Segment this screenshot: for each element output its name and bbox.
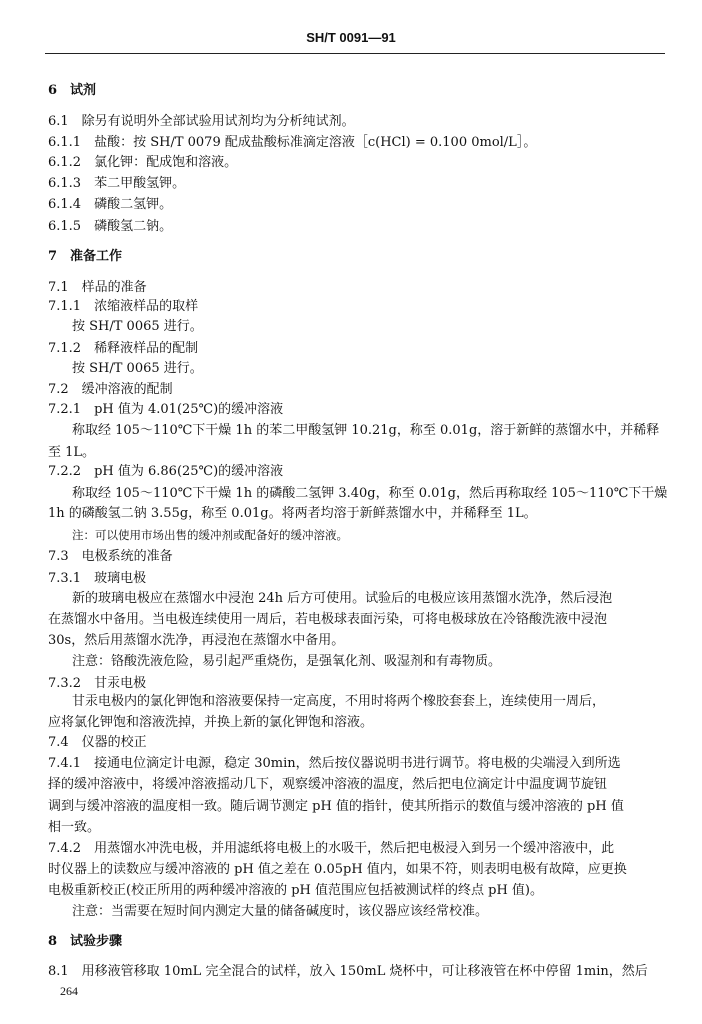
text-line: 7.4.1 接通电位滴定计电源，稳定 30min，然后按仪器说明书进行调节。将电极的尖端浸入到所选 bbox=[48, 756, 621, 771]
text-line: 7.3.1 玻璃电极 bbox=[48, 571, 147, 586]
text-line: 新的玻璃电极应在蒸馏水中浸泡 24h 后方可使用。试验后的电极应该用蒸馏水洗净，然后浸泡 bbox=[72, 591, 613, 606]
section-heading: 7 准备工作 bbox=[48, 249, 123, 264]
text-line: 6.1 除另有说明外全部试验用试剂均为分析纯试剂。 bbox=[48, 114, 355, 129]
text-line: 7.4.2 用蒸馏水冲洗电极，并用滤纸将电极上的水吸干，然后把电极浸入到另一个缓冲溶液中，此 bbox=[48, 841, 615, 856]
text-line: 7.4 仪器的校正 bbox=[48, 735, 147, 750]
text-line: 调到与缓冲溶液的温度相一致。随后调节测定 pH 值的指针，使其所指示的数值与缓冲溶液的 pH 值 bbox=[48, 799, 624, 814]
text-line: 7.1.1 浓缩液样品的取样 bbox=[48, 299, 199, 314]
document-header: SH/T 0091—91 bbox=[306, 30, 396, 45]
text-line: 6.1.3 苯二甲酸氢钾。 bbox=[48, 176, 186, 191]
text-line: 1h 的磷酸氢二钠 3.55g，称至 0.01g。将两者均溶于新鲜蒸馏水中，并稀释至 1L。 bbox=[48, 506, 537, 521]
header-rule bbox=[45, 53, 665, 54]
section-heading: 8 试验步骤 bbox=[48, 934, 123, 949]
text-line: 至 1L。 bbox=[48, 445, 96, 460]
text-line: 8.1 用移液管移取 10mL 完全混合的试样，放入 150mL 烧杯中，可让移液管在杯中停留 1min，然后 bbox=[48, 964, 648, 979]
text-line: 称取经 105～110℃下干燥 1h 的磷酸二氢钾 3.40g，称至 0.01g，然后再称取经 105～110℃下干燥 bbox=[72, 486, 668, 501]
text-line: 应将氯化钾饱和溶液洗掉，并换上新的氯化钾饱和溶液。 bbox=[48, 715, 374, 730]
text-line: 电极重新校正(校正所用的两种缓冲溶液的 pH 值范围应包括被测试样的终点 pH 值)。 bbox=[48, 883, 543, 898]
text-line: 6.1.1 盐酸：按 SH/T 0079 配成盐酸标准滴定溶液［c(HCl) = 0.100 0mol/L］。 bbox=[48, 135, 537, 150]
text-line: 6.1.5 磷酸氢二钠。 bbox=[48, 219, 173, 234]
text-line: 7.2.1 pH 值为 4.01(25℃)的缓冲溶液 bbox=[48, 402, 284, 417]
text-line: 按 SH/T 0065 进行。 bbox=[72, 319, 203, 334]
text-line: 相一致。 bbox=[48, 820, 101, 835]
section-heading: 6 试剂 bbox=[48, 83, 97, 98]
text-line: 7.3.2 甘汞电极 bbox=[48, 676, 147, 691]
text-line: 7.3 电极系统的准备 bbox=[48, 549, 173, 564]
text-line: 7.1.2 稀释液样品的配制 bbox=[48, 341, 199, 356]
page-number: 264 bbox=[60, 984, 78, 998]
text-line: 注意：铬酸洗液危险，易引起严重烧伤，是强氧化剂、吸湿剂和有毒物质。 bbox=[72, 654, 502, 669]
text-line: 6.1.2 氯化钾：配成饱和溶液。 bbox=[48, 155, 238, 170]
text-line: 在蒸馏水中备用。当电极连续使用一周后，若电极球表面污染，可将电极球放在冷铬酸洗液中浸泡 bbox=[48, 612, 608, 627]
text-line: 30s，然后用蒸馏水洗净，再浸泡在蒸馏水中备用。 bbox=[48, 633, 345, 648]
text-line: 按 SH/T 0065 进行。 bbox=[72, 361, 203, 376]
text-line: 称取经 105～110℃下干燥 1h 的苯二甲酸氢钾 10.21g，称至 0.01g，溶于新鲜的蒸馏水中，并稀释 bbox=[72, 423, 660, 438]
text-line: 时仪器上的读数应与缓冲溶液的 pH 值之差在 0.05pH 值内，如果不符，则表明电极有故障，应更换 bbox=[48, 862, 627, 877]
note-line: 注：可以使用市场出售的缓冲剂或配备好的缓冲溶液。 bbox=[72, 528, 348, 542]
text-line: 7.1 样品的准备 bbox=[48, 280, 147, 295]
text-line: 甘汞电极内的氯化钾饱和溶液要保持一定高度，不用时将两个橡胶套套上，连续使用一周后， bbox=[72, 694, 606, 709]
text-line: 7.2 缓冲溶液的配制 bbox=[48, 382, 173, 397]
text-line: 择的缓冲溶液中，将缓冲溶液摇动几下，观察缓冲溶液的温度，然后把电位滴定计中温度调节旋钮 bbox=[48, 777, 608, 792]
text-line: 注意：当需要在短时间内测定大量的储备碱度时，该仪器应该经常校准。 bbox=[72, 904, 489, 919]
text-line: 6.1.4 磷酸二氢钾。 bbox=[48, 197, 173, 212]
text-line: 7.2.2 pH 值为 6.86(25℃)的缓冲溶液 bbox=[48, 464, 284, 479]
